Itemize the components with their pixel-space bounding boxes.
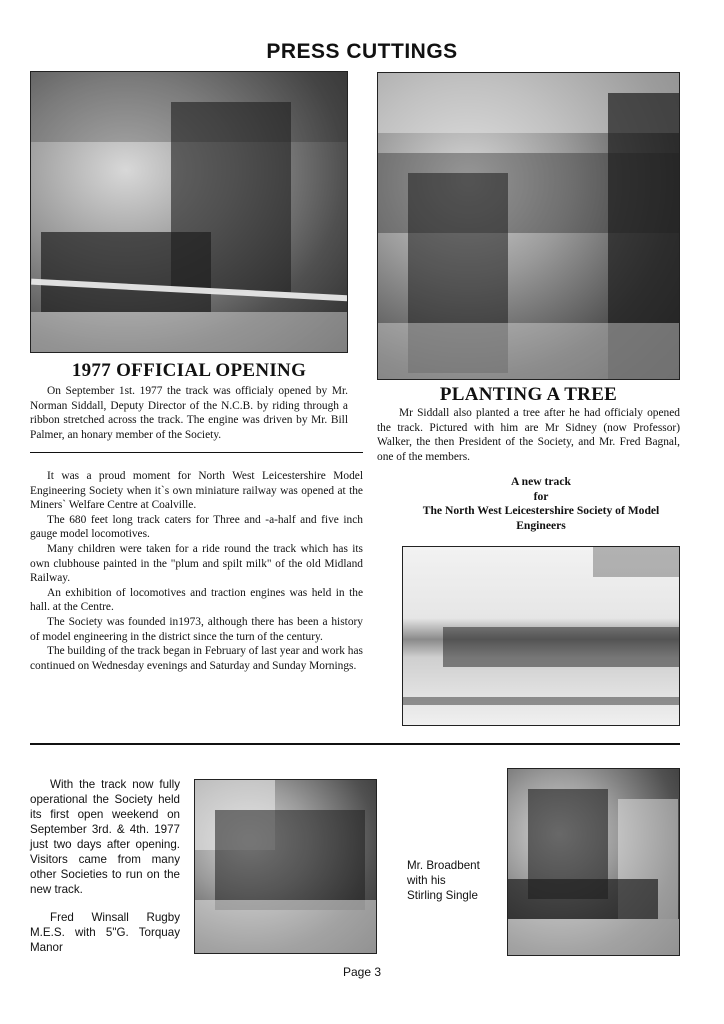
page-number: Page 3 [342,965,382,979]
new-track-caption [400,475,682,533]
broadbent-caption-line: Mr. Broadbent [407,859,480,872]
article-body [30,469,363,673]
article-paragraph: The building of the track began in February of last year and work has continued on Wednesday evenings and Saturday and Sunday Mornings. [30,645,363,672]
opening-caption: On September 1st. 1977 the track was officialy opened by Mr. Norman Siddall, Deputy Director of the N.C.B. by riding through a ribbon stretched across the track. The engine was driven by Mr. Bill Palmer, an honary member of the Society. [30,385,348,441]
tree-heading: PLANTING A TREE [439,384,618,405]
tree-planting-photo [377,72,680,380]
page-divider [30,743,680,745]
article-paragraph: The Society was founded in1973, although there has been a history of model engineering in the district since the turn of the century. [30,615,363,643]
new-track-line: A new track [511,475,571,488]
opening-heading: 1977 OFFICIAL OPENING [71,360,307,381]
winsall-caption: Fred Winsall Rugby M.E.S. with 5"G. Torquay Manor [30,911,180,954]
article-paragraph: Many children were taken for a ride round the track which has its own clubhouse painted in the "plum and spilt milk" of the old Midland Railway. [30,542,363,585]
article-paragraph: An exhibition of locomotives and traction engines was held in the hall. at the Centre. [30,586,363,614]
article-paragraph: The 680 feet long track caters for Three and -a-half and five inch gauge model locomotives. [30,513,363,541]
section-divider [30,452,363,453]
tree-caption: Mr Siddall also planted a tree after he had officialy opened the track. Pictured with him are Mr Sidney (now Professor) Walker, the then President of the Society, and Mr. Fred Bagnal, one of the members. [377,407,680,463]
weekend-text: With the track now fully operational the Society held its first open weekend on September 3rd. & 4th. 1977 just two days after opening. Visitors came from many other Societies to run on the new track. [30,778,180,896]
winsall-photo [194,779,377,954]
broadbent-caption [407,858,502,903]
broadbent-photo [507,768,680,956]
new-track-line: for [533,489,549,503]
broadbent-caption-line: with his [407,874,446,887]
broadbent-caption-line: Stirling Single [407,889,478,902]
opening-photo [30,71,348,353]
article-paragraph: It was a proud moment for North West Leicestershire Model Engineering Society when it`s own miniature railway was opened at the Miners` Welfare Centre at Coalville. [30,470,363,512]
new-track-photo [402,546,680,726]
new-track-line: The North West Leicestershire Society of Model Engineers [422,504,660,532]
page-title: PRESS CUTTINGS [266,40,458,63]
